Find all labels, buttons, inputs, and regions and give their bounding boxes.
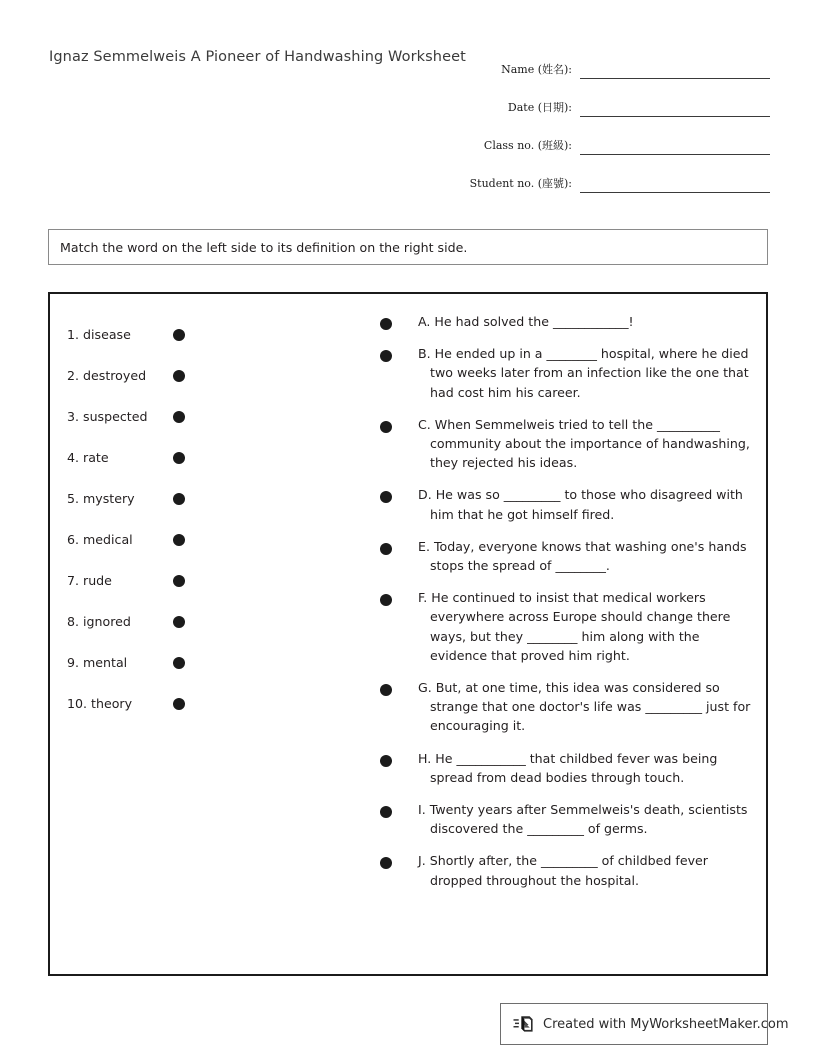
word-label: 3. suspected [67,409,148,424]
definition-text: G. But, at one time, this idea was considered so strange that one doctor's life was _________ just for encouraging it. [418,680,751,734]
match-dot-icon[interactable] [380,755,392,767]
match-dot-icon[interactable] [173,493,185,505]
definition-list-column [380,312,752,903]
word-label: 4. rate [67,450,109,465]
match-dot-icon[interactable] [380,318,392,330]
definition-text: E. Today, everyone knows that washing one's hands stops the spread of ________. [418,538,747,574]
definition-text: C. When Semmelweis tried to tell the __________ community about the importance of handwashing, they rejected his ideas. [418,416,750,471]
date-field-label: Date (日期): [507,101,572,114]
definition-text: A. He had solved the ____________! [418,314,634,329]
instruction-box [48,229,768,265]
match-dot-icon[interactable] [173,370,185,382]
list-item[interactable] [67,601,257,642]
list-item[interactable] [67,314,257,355]
match-dot-icon[interactable] [173,411,185,423]
word-label: 1. disease [67,327,131,342]
instruction-text: Match the word on the left side to its definition on the right side. [60,239,468,255]
match-dot-icon[interactable] [380,543,392,555]
word-list-column [67,314,257,724]
definition-text: H. He ___________ that childbed fever was being spread from dead bodies through touch. [418,750,718,785]
word-label: 10. theory [67,696,133,711]
match-dot-icon[interactable] [173,698,185,710]
student-no-field-label: Student no. (座號): [469,177,572,190]
list-item[interactable] [380,749,752,787]
name-field-label: Name (姓名): [501,63,572,76]
list-item[interactable] [380,588,752,665]
matching-panel [48,292,768,976]
match-dot-icon[interactable] [173,657,185,669]
match-dot-icon[interactable] [380,421,392,433]
name-field-input[interactable] [580,61,770,79]
list-item[interactable] [67,560,257,601]
word-label: 2. destroyed [67,368,147,383]
myworksheetmaker-logo-icon [513,1013,535,1035]
match-dot-icon[interactable] [380,857,392,869]
match-dot-icon[interactable] [380,684,392,696]
student-no-field-input[interactable] [580,175,770,193]
list-item[interactable] [380,485,752,523]
footer-attribution-badge[interactable] [500,1003,789,1045]
word-label: 8. ignored [67,614,131,629]
list-item[interactable] [67,519,257,560]
student-info-block [455,44,770,196]
footer-attribution-text: Created with MyWorksheetMaker.com [543,1016,789,1032]
match-dot-icon[interactable] [173,329,185,341]
match-dot-icon[interactable] [173,575,185,587]
word-label: 9. mental [67,655,128,670]
word-label: 5. mystery [67,491,135,506]
info-row-date [455,82,770,117]
list-item[interactable] [67,396,257,437]
definition-text: D. He was so _________ to those who disagreed with him that he got himself fired. [418,487,743,522]
class-no-field-input[interactable] [580,137,770,155]
list-item[interactable] [380,312,752,331]
list-item[interactable] [380,415,752,473]
definition-text: J. Shortly after, the _________ of childbed fever dropped throughout the hospital. [418,853,708,888]
match-dot-icon[interactable] [173,452,185,464]
list-item[interactable] [380,678,752,736]
class-no-field-label: Class no. (班級): [483,139,572,152]
list-item[interactable] [67,642,257,683]
match-dot-icon[interactable] [380,806,392,818]
definition-text: F. He continued to insist that medical workers everywhere across Europe should change there ways, but they ________ him along with the evidence that proved him right. [418,590,731,663]
list-item[interactable] [67,437,257,478]
match-dot-icon[interactable] [173,534,185,546]
info-row-name [455,44,770,79]
word-label: 7. rude [67,573,112,588]
list-item[interactable] [67,355,257,396]
list-item[interactable] [67,478,257,519]
match-dot-icon[interactable] [173,616,185,628]
date-field-input[interactable] [580,99,770,117]
match-dot-icon[interactable] [380,594,392,606]
info-row-class-no [455,120,770,155]
definition-text: I. Twenty years after Semmelweis's death, scientists discovered the _________ of germs. [418,802,748,837]
match-dot-icon[interactable] [380,491,392,503]
info-row-student-no [455,158,770,193]
list-item[interactable] [67,683,257,724]
list-item[interactable] [380,800,752,838]
word-label: 6. medical [67,532,133,547]
list-item[interactable] [380,344,752,402]
match-dot-icon[interactable] [380,350,392,362]
list-item[interactable] [380,851,752,889]
list-item[interactable] [380,537,752,575]
definition-text: B. He ended up in a ________ hospital, where he died two weeks later from an infection like the one that had cost him his career. [418,346,749,400]
page-title: Ignaz Semmelweis A Pioneer of Handwashing Worksheet [49,49,466,65]
